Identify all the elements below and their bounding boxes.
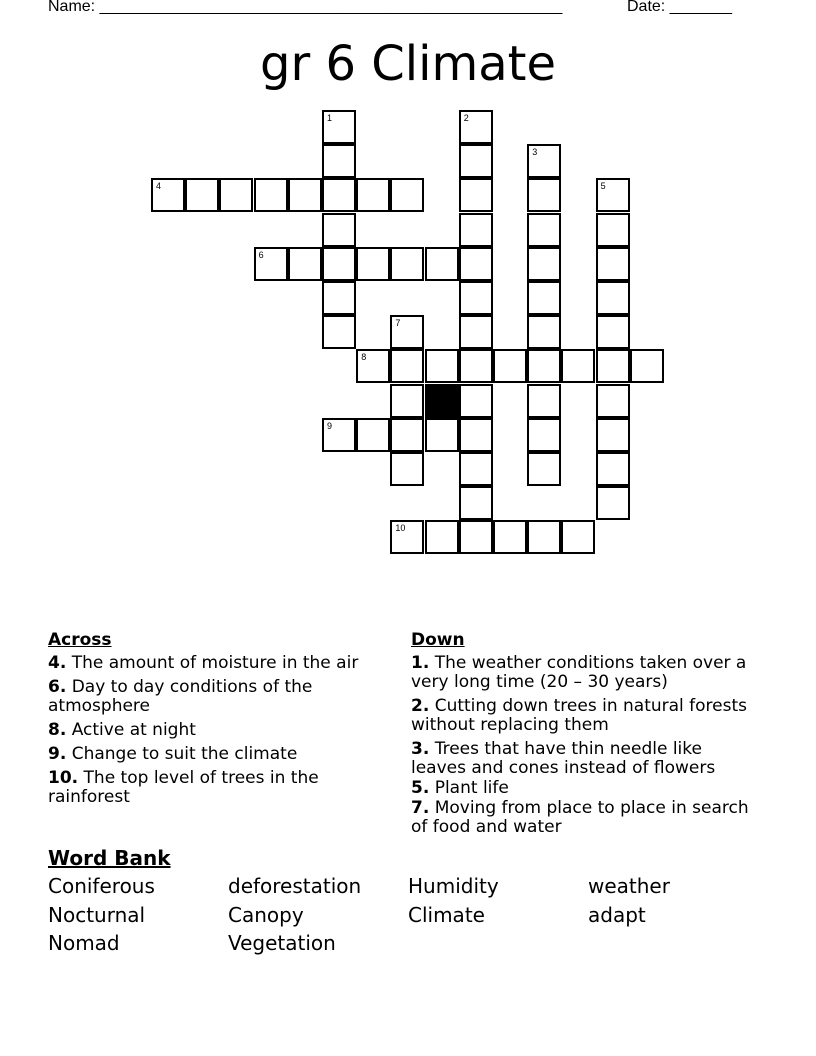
clue-number: 1 bbox=[327, 113, 333, 123]
grid-cell[interactable] bbox=[596, 349, 630, 383]
grid-cell[interactable] bbox=[425, 418, 459, 452]
grid-cell[interactable] bbox=[459, 281, 493, 315]
grid-cell[interactable] bbox=[596, 178, 630, 212]
grid-cell[interactable] bbox=[561, 349, 595, 383]
grid-cell[interactable] bbox=[459, 247, 493, 281]
across-heading: Across bbox=[48, 630, 112, 650]
name-field-line: Name: ____________________________________________________ bbox=[48, 0, 563, 15]
grid-cell[interactable] bbox=[493, 520, 527, 554]
grid-cell[interactable] bbox=[596, 452, 630, 486]
grid-cell[interactable] bbox=[596, 247, 630, 281]
clue-number: 3 bbox=[532, 147, 538, 158]
grid-cell[interactable] bbox=[356, 247, 390, 281]
grid-cell[interactable] bbox=[219, 178, 253, 212]
grid-cell[interactable] bbox=[254, 247, 288, 281]
word-bank-item: Nocturnal bbox=[48, 902, 146, 927]
grid-cell[interactable] bbox=[322, 178, 356, 212]
word-bank-item: Vegetation bbox=[228, 931, 336, 955]
grid-cell[interactable] bbox=[527, 384, 561, 418]
grid-cell[interactable] bbox=[527, 178, 561, 212]
grid-cell[interactable] bbox=[459, 315, 493, 349]
clue-number: 2 bbox=[463, 113, 469, 123]
clue-number: 4 bbox=[156, 181, 162, 192]
word-bank bbox=[48, 872, 768, 958]
grid-cell[interactable] bbox=[459, 213, 493, 247]
grid-cell[interactable] bbox=[527, 281, 561, 315]
word-bank-item: Nomad bbox=[48, 931, 120, 955]
grid-cell[interactable] bbox=[527, 247, 561, 281]
down-heading: Down bbox=[411, 630, 465, 650]
grid-cell[interactable] bbox=[527, 315, 561, 349]
grid-cell[interactable] bbox=[527, 418, 561, 452]
grid-cell[interactable] bbox=[390, 349, 424, 383]
grid-cell[interactable] bbox=[288, 247, 322, 281]
grid-cell[interactable] bbox=[459, 452, 493, 486]
grid-cell[interactable] bbox=[630, 349, 664, 383]
grid-cell[interactable] bbox=[596, 418, 630, 452]
grid-cell[interactable] bbox=[322, 315, 356, 349]
word-bank-item: Humidity bbox=[408, 874, 499, 898]
grid-cell[interactable] bbox=[356, 178, 390, 212]
grid-cell[interactable] bbox=[596, 384, 630, 418]
grid-cell[interactable] bbox=[322, 110, 356, 144]
grid-cell[interactable] bbox=[596, 281, 630, 315]
black-cell bbox=[425, 384, 459, 418]
grid-cell[interactable] bbox=[459, 486, 493, 520]
grid-cell[interactable] bbox=[151, 178, 185, 212]
grid-cell[interactable] bbox=[356, 418, 390, 452]
grid-cell[interactable] bbox=[425, 520, 459, 554]
clue-number: 10 bbox=[395, 523, 406, 534]
clue-number: 5 bbox=[600, 181, 606, 192]
clue-number: 6 bbox=[258, 249, 264, 260]
across-clue-9: 9. Change to suit the climate bbox=[48, 744, 298, 764]
grid-cell[interactable] bbox=[390, 520, 424, 554]
word-bank-item: Climate bbox=[408, 902, 485, 927]
grid-cell[interactable] bbox=[390, 384, 424, 418]
grid-cell[interactable] bbox=[527, 520, 561, 554]
down-clue-2: 2. Cutting down trees in natural forests without replacing them bbox=[411, 696, 748, 735]
grid-cell[interactable] bbox=[527, 144, 561, 178]
grid-cell[interactable] bbox=[596, 486, 630, 520]
grid-cell[interactable] bbox=[356, 349, 390, 383]
down-clue-5: 5. Plant life bbox=[411, 778, 509, 798]
grid-cell[interactable] bbox=[390, 178, 424, 212]
grid-cell[interactable] bbox=[459, 520, 493, 554]
across-clue-4: 4. The amount of moisture in the air bbox=[48, 653, 359, 673]
grid-cell[interactable] bbox=[459, 418, 493, 452]
grid-cell[interactable] bbox=[425, 247, 459, 281]
word-bank-heading: Word Bank bbox=[48, 846, 171, 870]
grid-cell[interactable] bbox=[596, 315, 630, 349]
grid-cell[interactable] bbox=[459, 110, 493, 144]
grid-cell[interactable] bbox=[185, 178, 219, 212]
down-clue-7: 7. Moving from place to place in search of food and water bbox=[411, 798, 749, 837]
grid-cell[interactable] bbox=[390, 247, 424, 281]
grid-cell[interactable] bbox=[527, 213, 561, 247]
grid-cell[interactable] bbox=[459, 178, 493, 212]
word-bank-item: Coniferous bbox=[48, 874, 155, 898]
grid-cell[interactable] bbox=[322, 281, 356, 315]
grid-cell[interactable] bbox=[322, 213, 356, 247]
grid-cell[interactable] bbox=[561, 520, 595, 554]
grid-cell[interactable] bbox=[527, 349, 561, 383]
grid-cell[interactable] bbox=[527, 452, 561, 486]
down-clue-list bbox=[411, 654, 761, 842]
grid-cell[interactable] bbox=[425, 349, 459, 383]
grid-cell[interactable] bbox=[322, 144, 356, 178]
grid-cell[interactable] bbox=[459, 349, 493, 383]
grid-cell[interactable] bbox=[459, 384, 493, 418]
word-bank-item: adapt bbox=[588, 902, 646, 927]
word-bank-item: weather bbox=[588, 874, 670, 898]
clue-number: 9 bbox=[327, 420, 333, 431]
grid-cell[interactable] bbox=[459, 144, 493, 178]
clue-number: 7 bbox=[395, 318, 401, 329]
grid-cell[interactable] bbox=[390, 315, 424, 349]
across-clue-list bbox=[48, 654, 388, 812]
grid-cell[interactable] bbox=[288, 178, 322, 212]
grid-cell[interactable] bbox=[390, 418, 424, 452]
word-bank-item: deforestation bbox=[228, 874, 362, 898]
word-bank-item: Canopy bbox=[228, 902, 304, 927]
grid-cell[interactable] bbox=[390, 452, 424, 486]
across-clue-10: 10. The top level of trees in the rainforest bbox=[48, 768, 319, 807]
grid-cell[interactable] bbox=[254, 178, 288, 212]
page-title: gr 6 Climate bbox=[260, 36, 556, 92]
down-clue-3: 3. Trees that have thin needle like leaves and cones instead of flowers bbox=[411, 739, 716, 778]
clue-number: 8 bbox=[361, 352, 367, 363]
grid-cell[interactable] bbox=[493, 349, 527, 383]
grid-cell[interactable] bbox=[596, 213, 630, 247]
across-clue-6: 6. Day to day conditions of the atmosphere bbox=[48, 677, 313, 716]
across-clue-8: 8. Active at night bbox=[48, 720, 196, 740]
date-field-line: Date: _______ bbox=[627, 0, 732, 15]
grid-cell[interactable] bbox=[322, 418, 356, 452]
down-clue-1: 1. The weather conditions taken over a very long time (20 – 30 years) bbox=[411, 653, 747, 692]
grid-cell[interactable] bbox=[322, 247, 356, 281]
